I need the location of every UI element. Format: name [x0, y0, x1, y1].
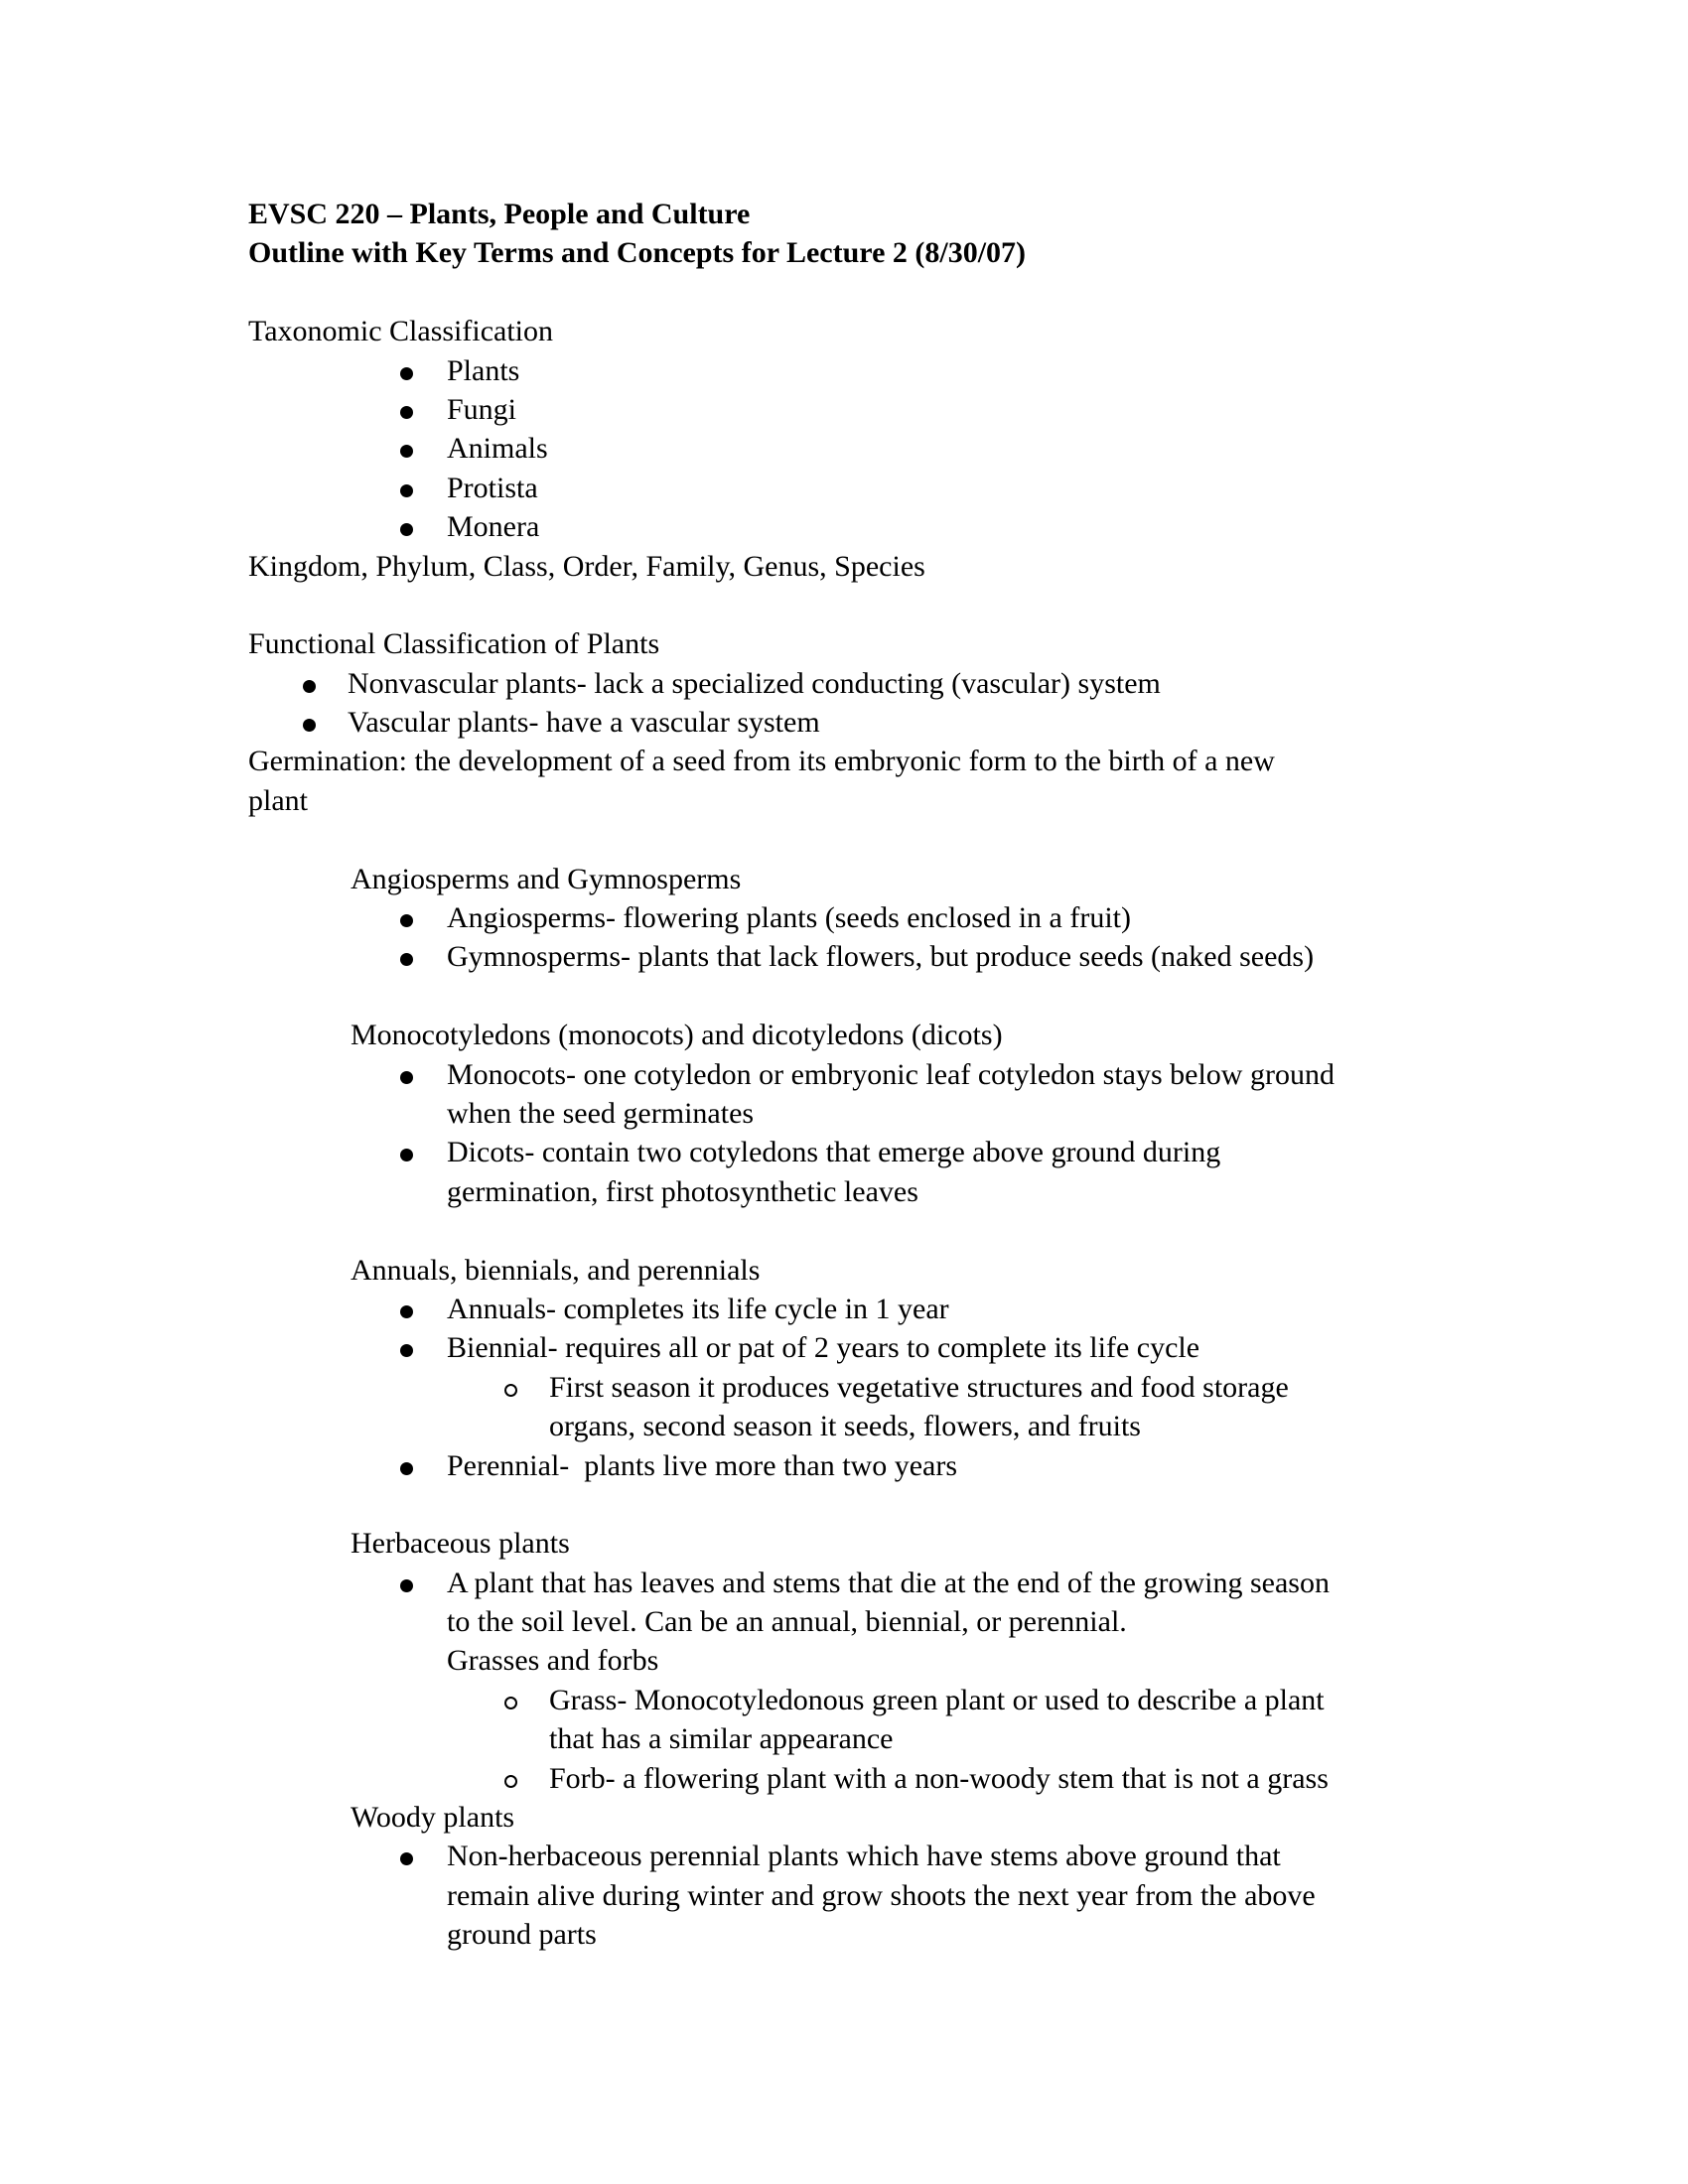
line-text: Herbaceous plants	[351, 1527, 570, 1561]
bullet-item-line	[248, 1407, 1539, 1445]
bullet-item-line	[248, 390, 1539, 429]
line-text: Grasses and forbs	[447, 1644, 659, 1678]
blank-line	[248, 273, 1539, 312]
disc-bullet-icon	[400, 1579, 413, 1592]
line-text: Vascular plants- have a vascular system	[348, 706, 820, 740]
line-text: remain alive during winter and grow shoots the next year from the above	[447, 1878, 1316, 1912]
circle-bullet-icon	[504, 1697, 517, 1709]
line-text: that has a similar appearance	[549, 1722, 894, 1756]
line-text: Biennial- requires all or pat of 2 years to complete its life cycle	[447, 1331, 1200, 1365]
blank-line	[248, 1211, 1539, 1250]
paragraph-line	[248, 860, 1539, 898]
line-text: germination, first photosynthetic leaves	[447, 1174, 918, 1208]
disc-bullet-icon	[400, 1344, 413, 1357]
line-text: A plant that has leaves and stems that die at the end of the growing season	[447, 1566, 1330, 1599]
bullet-item-line	[248, 703, 1539, 742]
line-text: Protista	[447, 471, 538, 504]
disc-bullet-icon	[400, 953, 413, 966]
disc-bullet-icon	[400, 484, 413, 497]
bullet-item-line	[248, 1837, 1539, 1875]
document-content	[248, 195, 1539, 1955]
bullet-item-line	[248, 898, 1539, 937]
bullet-item-line	[248, 937, 1539, 976]
bullet-item-line	[248, 1172, 1539, 1211]
line-text: to the soil level. Can be an annual, biennial, or perennial.	[447, 1605, 1127, 1639]
bullet-item-line	[248, 1681, 1539, 1719]
line-text: Woody plants	[351, 1801, 515, 1835]
blank-line	[248, 820, 1539, 859]
line-text: First season it produces vegetative structures and food storage	[549, 1370, 1289, 1404]
disc-bullet-icon	[400, 367, 413, 380]
bullet-item-line	[248, 1055, 1539, 1094]
line-text: Functional Classification of Plants	[248, 627, 660, 661]
line-text: Germination: the development of a seed from its embryonic form to the birth of a new	[248, 745, 1275, 778]
disc-bullet-icon	[400, 914, 413, 927]
line-text: Monocots- one cotyledon or embryonic leaf cotyledon stays below ground	[447, 1057, 1335, 1091]
line-text: Taxonomic Classification	[248, 315, 554, 348]
line-text: EVSC 220 – Plants, People and Culture	[248, 198, 751, 230]
disc-bullet-icon	[303, 719, 316, 732]
bullet-item-line	[248, 1328, 1539, 1367]
paragraph-line	[248, 195, 1539, 233]
paragraph-line	[248, 1251, 1539, 1290]
blank-line	[248, 586, 1539, 624]
line-text: organs, second season it seeds, flowers, and fruits	[549, 1410, 1141, 1443]
line-text: when the seed germinates	[447, 1096, 755, 1130]
disc-bullet-icon	[400, 1462, 413, 1475]
line-text: Monera	[447, 510, 540, 544]
line-text: Kingdom, Phylum, Class, Order, Family, Genus, Species	[248, 549, 925, 583]
paragraph-line	[248, 624, 1539, 663]
line-text: Angiosperms- flowering plants (seeds enclosed in a fruit)	[447, 901, 1131, 935]
bullet-item-line	[248, 1094, 1539, 1133]
line-text: Plants	[447, 353, 520, 387]
paragraph-line	[248, 1016, 1539, 1054]
circle-bullet-icon	[504, 1775, 517, 1788]
bullet-item-line	[248, 1641, 1539, 1680]
bullet-item-line	[248, 1719, 1539, 1758]
bullet-item-line	[248, 1446, 1539, 1485]
line-text: Grass- Monocotyledonous green plant or used to describe a plant	[549, 1683, 1325, 1716]
disc-bullet-icon	[400, 445, 413, 458]
disc-bullet-icon	[400, 1852, 413, 1865]
line-text: Annuals- completes its life cycle in 1 year	[447, 1292, 949, 1325]
bullet-item-line	[248, 1602, 1539, 1641]
paragraph-line	[248, 312, 1539, 350]
line-text: Forb- a flowering plant with a non-woody stem that is not a grass	[549, 1761, 1329, 1795]
bullet-item-line	[248, 1564, 1539, 1602]
line-text: Angiosperms and Gymnosperms	[351, 862, 742, 895]
blank-line	[248, 1485, 1539, 1524]
line-text: plant	[248, 783, 308, 817]
disc-bullet-icon	[303, 680, 316, 693]
line-text: Fungi	[447, 392, 517, 426]
bullet-item-line	[248, 664, 1539, 703]
line-text: Outline with Key Terms and Concepts for Lecture 2 (8/30/07)	[248, 236, 1027, 270]
bullet-item-line	[248, 1759, 1539, 1798]
line-text: ground parts	[447, 1918, 597, 1952]
line-text: Nonvascular plants- lack a specialized conducting (vascular) system	[348, 666, 1161, 700]
line-text: Animals	[447, 432, 548, 466]
disc-bullet-icon	[400, 523, 413, 536]
circle-bullet-icon	[504, 1384, 517, 1397]
line-text: Gymnosperms- plants that lack flowers, but produce seeds (naked seeds)	[447, 940, 1315, 974]
line-text: Annuals, biennials, and perennials	[351, 1253, 761, 1287]
bullet-item-line	[248, 351, 1539, 390]
blank-line	[248, 977, 1539, 1016]
disc-bullet-icon	[400, 1305, 413, 1318]
paragraph-line	[248, 547, 1539, 586]
disc-bullet-icon	[400, 1149, 413, 1161]
bullet-item-line	[248, 469, 1539, 507]
bullet-item-line	[248, 1876, 1539, 1915]
bullet-item-line	[248, 1133, 1539, 1171]
paragraph-line	[248, 1798, 1539, 1837]
paragraph-line	[248, 233, 1539, 272]
disc-bullet-icon	[400, 406, 413, 419]
line-text: Dicots- contain two cotyledons that emerge above ground during	[447, 1136, 1221, 1169]
paragraph-line	[248, 1524, 1539, 1563]
bullet-item-line	[248, 429, 1539, 468]
bullet-item-line	[248, 1915, 1539, 1954]
line-text: Monocotyledons (monocots) and dicotyledons (dicots)	[351, 1019, 1003, 1052]
bullet-item-line	[248, 507, 1539, 546]
paragraph-line	[248, 781, 1539, 820]
bullet-item-line	[248, 1368, 1539, 1407]
line-text: Non-herbaceous perennial plants which have stems above ground that	[447, 1840, 1281, 1873]
paragraph-line	[248, 742, 1539, 780]
bullet-item-line	[248, 1290, 1539, 1328]
disc-bullet-icon	[400, 1071, 413, 1084]
line-text: Perennial- plants live more than two years	[447, 1448, 958, 1482]
